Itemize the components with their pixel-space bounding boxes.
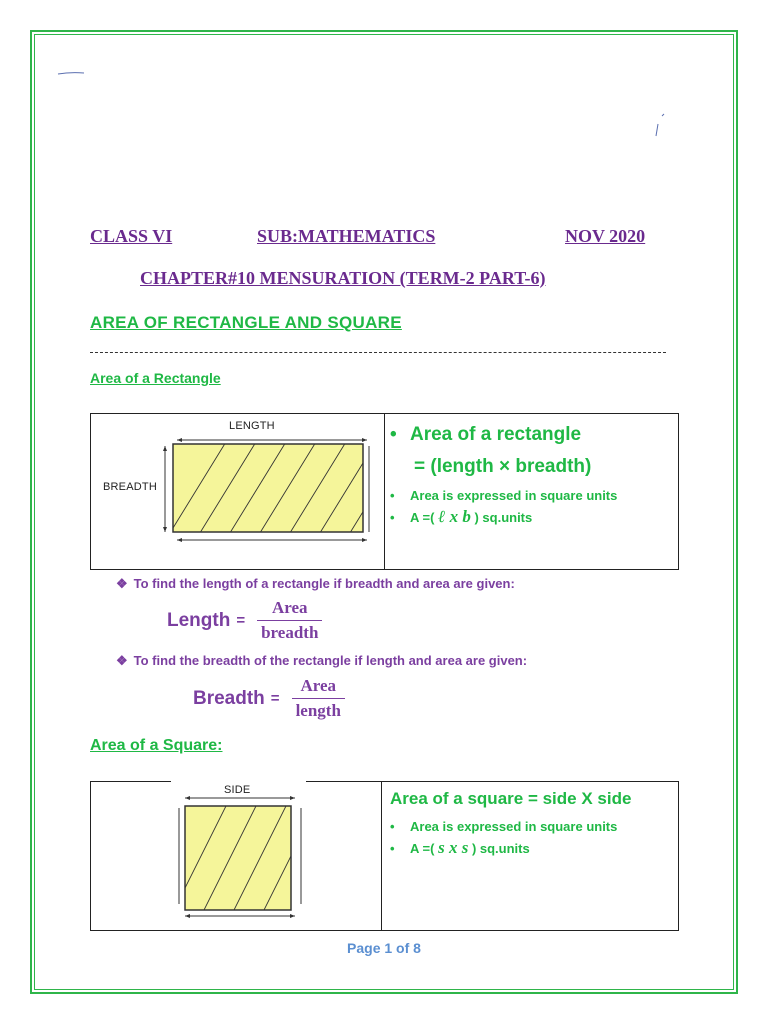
rectangle-rule-2: • Area is expressed in square units xyxy=(390,488,618,503)
breadth-label: BREADTH xyxy=(103,481,157,493)
square-box-divider xyxy=(381,782,382,930)
pen-mark-left xyxy=(56,70,86,78)
rectangle-rule-3: • A =( ℓ x b ) sq.units xyxy=(390,507,533,526)
square-rule-2: • Area is expressed in square units xyxy=(390,819,618,834)
square-rules xyxy=(390,789,631,858)
rectangle-rule-1b: = (length × breadth) xyxy=(414,456,592,477)
rectangle-rule-1: • Area of a rectangle xyxy=(390,424,582,445)
square-subtitle: Area of a Square: xyxy=(90,737,223,754)
square-rule-1: Area of a square = side X side xyxy=(390,789,632,808)
square-rule-3: • A =( s x s ) sq.units xyxy=(390,838,530,857)
date-label: NOV 2020 xyxy=(565,226,646,246)
diamond-bullet-icon: ❖ xyxy=(116,653,128,668)
note-find-length: ❖ To find the length of a rectangle if breadth and area are given: xyxy=(116,576,515,591)
divider-dashed xyxy=(90,352,666,353)
subject-label: SUB:MATHEMATICS xyxy=(257,226,436,246)
length-label: LENGTH xyxy=(229,420,275,432)
pen-mark-right xyxy=(650,110,670,140)
note-find-breadth: ❖ To find the breadth of the rectangle if length and area are given: xyxy=(116,653,528,668)
page-number: Page 1 of 8 xyxy=(347,940,421,956)
diamond-bullet-icon: ❖ xyxy=(116,576,128,591)
rectangle-rules xyxy=(390,424,617,527)
fraction-area-length: $\frac{\text{Area}}{\text{length}}$ xyxy=(292,676,345,721)
fraction-area-breadth: $\frac{\text{Area}}{\text{breadth}}$ xyxy=(257,598,322,643)
class-label: CLASS VI xyxy=(90,226,173,246)
formula-breadth: Breadth = $\frac{\text{Area}}{\text{length}}$ xyxy=(193,676,345,721)
section-title: AREA OF RECTANGLE AND SQUARE xyxy=(90,313,402,332)
rectangle-subtitle: Area of a Rectangle xyxy=(90,370,221,386)
rectangle-box-divider xyxy=(384,414,385,569)
formula-length: Length = $\frac{\text{Area}}{\text{breadth}}$ xyxy=(167,598,322,643)
chapter-title: CHAPTER#10 MENSURATION (TERM-2 PART-6) xyxy=(140,268,546,288)
square-figure xyxy=(171,776,311,926)
side-label: SIDE xyxy=(224,784,251,796)
